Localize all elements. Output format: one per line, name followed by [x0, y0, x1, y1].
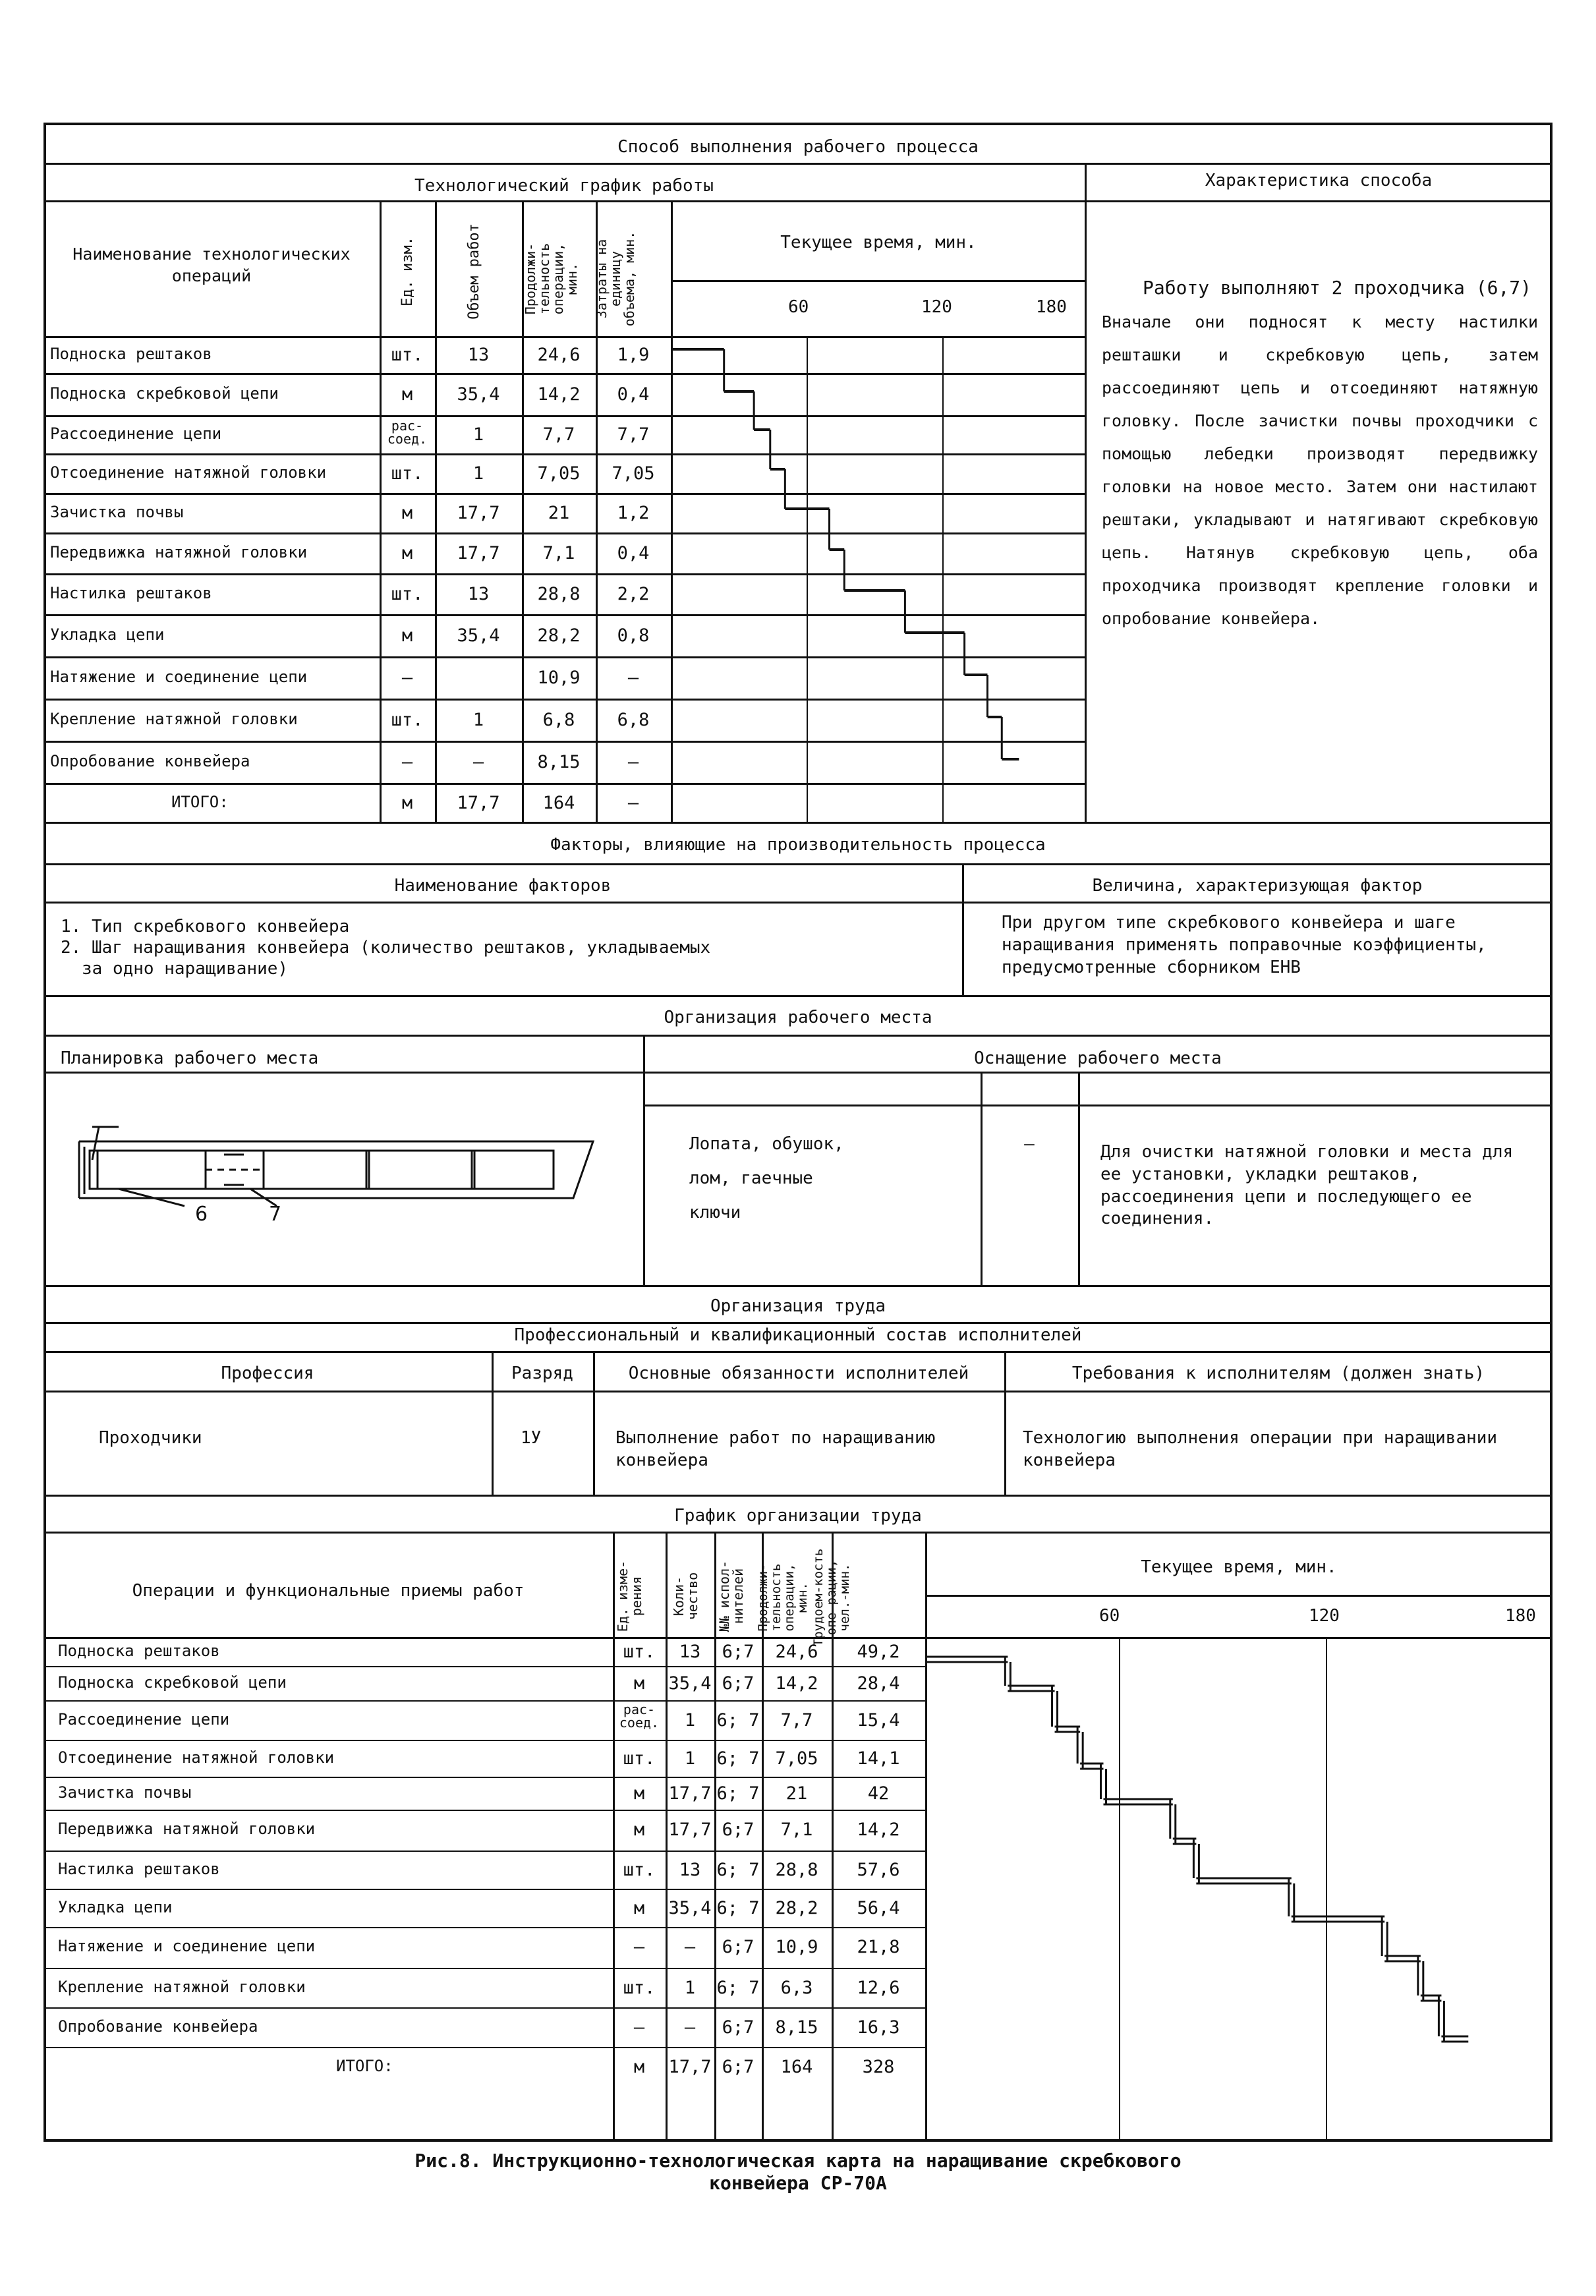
sched-cell-unit: м [633, 1898, 645, 1918]
page-title: Способ выполнения рабочего процесса [617, 137, 979, 157]
sched-cell-qty: 17,7 [668, 2057, 712, 2077]
workplace-tools: Лопата, обушок, лом, гаечные ключи [689, 1134, 844, 1222]
sched-cell-exec: 6;7 [722, 2017, 755, 2038]
tech-cell-name: Натяжение и соединение цепи [50, 668, 308, 686]
sched-cell-unit: м [633, 1820, 645, 1840]
sched-cell-labor: 49,2 [857, 1642, 900, 1662]
tech-cell-duration: 24,6 [537, 345, 581, 365]
tech-cell-volume: 17,7 [457, 792, 500, 813]
factors-header: Факторы, влияющие на производительность процесса [550, 835, 1046, 855]
sched-cell-name: Крепление натяжной головки [58, 1978, 306, 1996]
sched-cell-labor: 57,6 [857, 1860, 900, 1880]
tech-cell-name: Передвижка натяжной головки [50, 543, 308, 561]
tech-cell-unit: м [401, 792, 413, 813]
col-operation-name-header: Наименование технологических операций [72, 244, 351, 285]
sched-cell-qty: 35,4 [668, 1673, 712, 1694]
tech-cell-unit: – [401, 668, 413, 688]
tech-cell-duration: 7,05 [537, 463, 581, 484]
sched-cell-qty: 1 [684, 1748, 696, 1769]
tech-cell-cost: 6,8 [617, 710, 650, 730]
tech-cell-volume: – [472, 752, 484, 772]
tech-cell-volume: 17,7 [457, 503, 500, 523]
figure-caption: Рис.8. Инструкционно-технологическая карта на наращивание скребкового [414, 2150, 1182, 2171]
sched-cell-exec: 6;7 [722, 1642, 755, 1662]
labor-composition-header: Профессиональный и квалификационный состав исполнителей [514, 1325, 1082, 1345]
sched-cell-labor: 14,2 [857, 1820, 900, 1840]
factor-value-text: При другом типе скребкового конвейера и шаге наращивания применять поправочные коэффициенты, предусмотренные сборником ЕНВ [1002, 913, 1487, 977]
sched-cell-name: Подноска скребковой цепи [58, 1673, 287, 1692]
tech-cell-duration: 164 [542, 792, 575, 813]
figure-caption-cont: конвейера СР-70А [709, 2172, 887, 2194]
sched-tick-120: 120 [1309, 1606, 1340, 1626]
sched-cell-name: Зачистка почвы [58, 1783, 192, 1802]
sched-cell-name: Натяжение и соединение цепи [58, 1937, 316, 1955]
sched-cell-unit: шт. [623, 1748, 656, 1769]
tech-cell-cost: 0,4 [617, 384, 650, 405]
factor-item-2-cont: за одно наращивание) [82, 959, 289, 979]
tech-cell-duration: 7,1 [542, 543, 575, 563]
workplace-layout-label: Планировка рабочего места [61, 1048, 319, 1068]
tech-tick-60: 60 [788, 297, 809, 317]
sched-cell-exec: 6;7 [722, 1937, 755, 1957]
sched-cell-qty: 13 [679, 1860, 701, 1880]
factors-name-header: Наименование факторов [394, 876, 612, 896]
tech-cell-duration: 7,7 [542, 424, 575, 445]
tech-cell-unit: шт. [391, 710, 424, 730]
sched-col-unit-header: Ед. изме-рения [615, 1560, 644, 1632]
sched-cell-labor: 21,8 [857, 1937, 900, 1957]
tech-cell-unit: м [401, 625, 413, 646]
schedule-gantt-chart [926, 1637, 1553, 2098]
sched-tick-60: 60 [1099, 1606, 1120, 1626]
tech-cell-name: Рассоединение цепи [50, 424, 222, 443]
sched-cell-labor: 15,4 [857, 1710, 900, 1731]
sched-cell-unit: м [633, 2057, 645, 2077]
sched-cell-name: Настилка рештаков [58, 1860, 220, 1878]
sched-cell-duration: 14,2 [775, 1673, 818, 1694]
col-duration-header: Продолжи-тельность операции, мин. [523, 243, 580, 315]
tech-cell-volume: 17,7 [457, 543, 500, 563]
sched-cell-qty: 1 [684, 1978, 696, 1998]
sched-cell-labor: 42 [867, 1783, 890, 1804]
sched-cell-duration: 28,2 [775, 1898, 818, 1918]
tech-cell-unit: м [401, 503, 413, 523]
tech-cell-volume: 13 [467, 345, 490, 365]
tech-cell-duration: 14,2 [537, 384, 581, 405]
workplace-tools-dash: – [1024, 1134, 1035, 1154]
sched-cell-qty: 1 [684, 1710, 696, 1731]
tech-cell-cost: 0,4 [617, 543, 650, 563]
duties-value: Выполнение работ по наращиванию конвейера [615, 1428, 936, 1470]
tech-cell-cost: 1,9 [617, 345, 650, 365]
tech-cell-name: Укладка цепи [50, 625, 165, 644]
col-requirements-header: Требования к исполнителям (должен знать) [1071, 1363, 1485, 1383]
tech-cell-name: Зачистка почвы [50, 503, 184, 521]
sched-tick-180: 180 [1505, 1606, 1536, 1626]
tech-cell-name: Отсоединение натяжной головки [50, 463, 327, 482]
sched-cell-qty: 17,7 [668, 1783, 712, 1804]
sched-cell-qty: 13 [679, 1642, 701, 1662]
sched-cell-unit: – [633, 1937, 645, 1957]
sched-cell-duration: 164 [780, 2057, 813, 2077]
tech-cell-name: Подноска скребковой цепи [50, 384, 279, 403]
sched-col-qty-header: Коли-чество [671, 1572, 700, 1621]
tech-cell-cost: – [627, 668, 639, 688]
tech-cell-unit: рас-соед. [387, 418, 428, 447]
sched-cell-unit: м [633, 1673, 645, 1694]
sched-cell-name: Передвижка натяжной головки [58, 1820, 316, 1838]
tech-cell-unit: шт. [391, 463, 424, 484]
sched-col-duration-header: Продолжи-тельность операции, мин. [756, 1563, 810, 1632]
sched-cell-name: ИТОГО: [336, 2057, 393, 2075]
factor-item-2: 2. Шаг наращивания конвейера (количество рештаков, укладываемых [61, 938, 711, 958]
col-cost-header: Затраты на единицу объема, мин. [594, 231, 637, 327]
sched-cell-duration: 21 [785, 1783, 808, 1804]
requirements-value: Технологию выполнения операции при наращивании конвейера [1023, 1428, 1498, 1470]
tech-cell-duration: 28,8 [537, 584, 581, 604]
sched-cell-duration: 10,9 [775, 1937, 818, 1957]
tech-cell-unit: шт. [391, 584, 424, 604]
tech-cell-duration: 28,2 [537, 625, 581, 646]
tech-cell-unit: м [401, 384, 413, 405]
sched-col-labor-header: Трудоем-кость опе-рации, чел.-мин. [811, 1548, 852, 1647]
sched-cell-unit: шт. [623, 1642, 656, 1662]
tech-cell-name: ИТОГО: [171, 792, 229, 811]
workplace-equipment-label: Оснащение рабочего места [974, 1048, 1222, 1068]
tech-gantt-chart [672, 336, 1085, 784]
tech-tick-120: 120 [921, 297, 952, 317]
labor-header: Организация труда [710, 1296, 886, 1316]
sched-cell-duration: 6,3 [780, 1978, 813, 1998]
tech-tick-180: 180 [1036, 297, 1067, 317]
sched-cell-exec: 6; 7 [716, 1978, 760, 1998]
tech-cell-volume: 13 [467, 584, 490, 604]
tech-cell-duration: 8,15 [537, 752, 581, 772]
sched-cell-duration: 24,6 [775, 1642, 818, 1662]
tech-schedule-header: Технологический график работы [414, 176, 714, 196]
sched-cell-exec: 6;7 [722, 1820, 755, 1840]
sched-col-exec-header: №№ испол-нителей [716, 1560, 746, 1632]
col-duties-header: Основные обязанности исполнителей [628, 1363, 969, 1383]
workplace-layout-drawing [66, 1120, 633, 1252]
factor-item-1: 1. Тип скребкового конвейера [61, 917, 350, 936]
sched-cell-exec: 6; 7 [716, 1860, 760, 1880]
tech-cell-cost: 2,2 [617, 584, 650, 604]
factors-value-header: Величина, характеризующая фактор [1092, 876, 1423, 896]
tech-cell-duration: 21 [548, 503, 570, 523]
sched-cell-labor: 16,3 [857, 2017, 900, 2038]
tech-cell-cost: – [627, 792, 639, 813]
tech-cell-volume: 1 [472, 463, 484, 484]
sched-cell-qty: 17,7 [668, 1820, 712, 1840]
sched-cell-name: Опробование конвейера [58, 2017, 258, 2036]
tech-cell-duration: 6,8 [542, 710, 575, 730]
grade-value: 1У [521, 1428, 542, 1448]
sched-cell-name: Подноска рештаков [58, 1642, 220, 1660]
sched-cell-labor: 28,4 [857, 1673, 900, 1694]
sched-cell-qty: – [684, 2017, 696, 2038]
tech-cell-name: Крепление натяжной головки [50, 710, 298, 728]
sched-time-header: Текущее время, мин. [1141, 1557, 1337, 1577]
workplace-purpose: Для очистки натяжной головки и места для ее установки, укладки рештаков, рассоединения цепи и последующего ее соединения. [1100, 1142, 1514, 1229]
sched-cell-exec: 6; 7 [716, 1898, 760, 1918]
sched-cell-exec: 6;7 [722, 1673, 755, 1694]
method-description: Вначале они подносят к месту настилки решташки и скребковую цепь, затем рассоединяют цепь и отсоединяют натяжную головку. После зачистки почвы проходчики с помощью лебедки производят передвижку головки на новое место. Затем они настилают рештаки, укладывают и натягивают скребковую цепь. Натянув скребковую цепь, оба проходчика производят крепление головки и опробование конвейера. [1102, 312, 1538, 628]
schedule-header: График организации труда [674, 1506, 922, 1526]
sched-cell-duration: 7,05 [775, 1748, 818, 1769]
col-unit-header: Ед. изм. [399, 237, 416, 306]
sched-cell-unit: шт. [623, 1978, 656, 1998]
tech-cell-unit: – [401, 752, 413, 772]
tech-cell-name: Опробование конвейера [50, 752, 250, 770]
sched-cell-unit: шт. [623, 1860, 656, 1880]
worker-mark-6: 6 [195, 1203, 208, 1226]
col-volume-header: Объем работ [466, 223, 482, 320]
tech-cell-volume: 1 [472, 710, 484, 730]
sched-cell-unit: м [633, 1783, 645, 1804]
sched-cell-labor: 56,4 [857, 1898, 900, 1918]
tech-cell-name: Настилка рештаков [50, 584, 212, 602]
worker-mark-7: 7 [269, 1203, 282, 1226]
tech-cell-cost: – [627, 752, 639, 772]
tech-cell-volume: 1 [472, 424, 484, 445]
sched-cell-exec: 6;7 [722, 2057, 755, 2077]
sched-cell-duration: 7,1 [780, 1820, 813, 1840]
sched-cell-unit: рас-соед. [619, 1702, 660, 1731]
sched-cell-name: Отсоединение натяжной головки [58, 1748, 335, 1767]
sched-col-name-header: Операции и функциональные приемы работ [132, 1581, 525, 1601]
tech-cell-cost: 7,05 [612, 463, 655, 484]
tech-cell-cost: 7,7 [617, 424, 650, 445]
sched-cell-labor: 12,6 [857, 1978, 900, 1998]
sched-cell-exec: 6; 7 [716, 1783, 760, 1804]
method-characteristic-header: Характеристика способа [1205, 171, 1433, 190]
sched-cell-qty: 35,4 [668, 1898, 712, 1918]
col-profession-header: Профессия [221, 1363, 314, 1383]
tech-cell-volume: 35,4 [457, 384, 500, 405]
sched-cell-labor: 14,1 [857, 1748, 900, 1769]
sched-cell-unit: – [633, 2017, 645, 2038]
sched-cell-exec: 6; 7 [716, 1710, 760, 1731]
profession-value: Проходчики [99, 1428, 202, 1448]
sched-cell-exec: 6; 7 [716, 1748, 760, 1769]
sched-cell-name: Укладка цепи [58, 1898, 173, 1916]
col-grade-header: Разряд [511, 1363, 573, 1383]
sched-cell-duration: 7,7 [780, 1710, 813, 1731]
tech-cell-unit: шт. [391, 345, 424, 365]
sched-cell-qty: – [684, 1937, 696, 1957]
tech-time-header: Текущее время, мин. [780, 233, 977, 252]
sched-cell-duration: 8,15 [775, 2017, 818, 2038]
tech-cell-duration: 10,9 [537, 668, 581, 688]
tech-cell-unit: м [401, 543, 413, 563]
sched-cell-name: Рассоединение цепи [58, 1710, 230, 1729]
tech-cell-name: Подноска рештаков [50, 345, 212, 363]
tech-cell-cost: 1,2 [617, 503, 650, 523]
tech-cell-cost: 0,8 [617, 625, 650, 646]
workplace-header: Организация рабочего места [664, 1008, 932, 1027]
sched-cell-labor: 328 [862, 2057, 895, 2077]
sched-cell-duration: 28,8 [775, 1860, 818, 1880]
method-intro: Работу выполняют 2 проходчика (6,7) [1143, 277, 1532, 299]
tech-cell-volume: 35,4 [457, 625, 500, 646]
